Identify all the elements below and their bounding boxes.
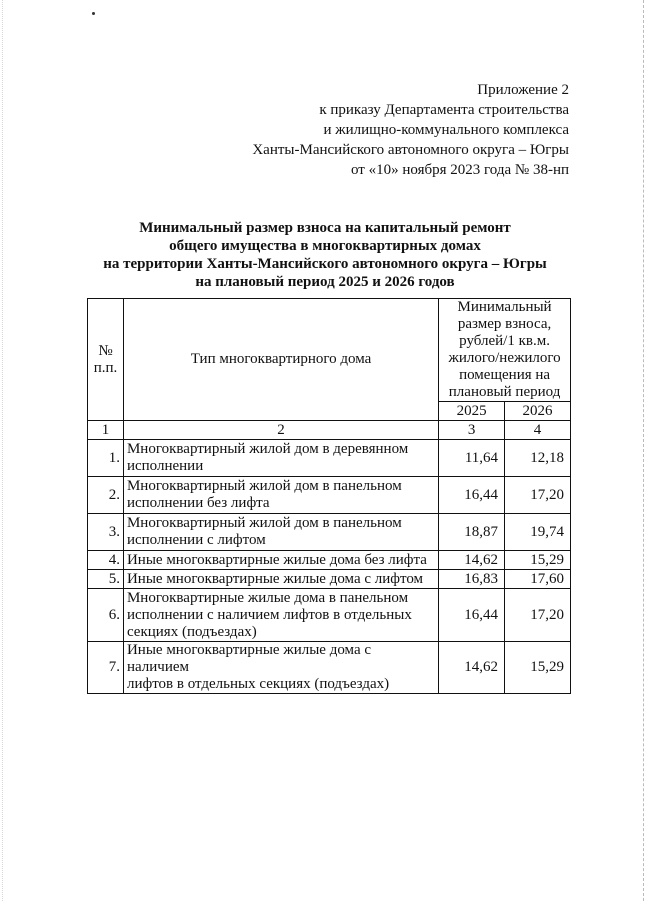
row-value-2026: 15,29 (505, 642, 571, 694)
row-type-line: Многоквартирный жилой дом в панельном (126, 515, 402, 531)
header-value-line: Минимальный (457, 299, 552, 315)
index-cell: 4 (505, 421, 571, 440)
table-row (88, 642, 571, 694)
table-row (88, 551, 571, 570)
header-num-abbr: п.п. (93, 359, 118, 376)
row-number: 7. (88, 642, 124, 694)
row-value-2025: 14,62 (439, 642, 505, 694)
row-type (123, 551, 438, 570)
table-row (88, 440, 571, 477)
header-line: от «10» ноября 2023 года № 38-нп (350, 162, 569, 178)
table-row (88, 570, 571, 589)
table-row (88, 514, 571, 551)
title-line: на плановый период 2025 и 2026 годов (195, 274, 455, 290)
row-type-line: исполнении с наличием лифтов в отдельных (126, 606, 412, 623)
row-value-2026: 19,74 (505, 514, 571, 551)
contribution-table (87, 298, 571, 694)
row-value-2025: 14,62 (439, 551, 505, 570)
title-line: на территории Ханты-Мансийского автономного округа – Югры (103, 256, 547, 272)
table-header-row (88, 299, 571, 402)
row-type (123, 477, 438, 514)
row-type-line: лифтов в отдельных секциях (подъездах) (126, 676, 390, 692)
row-value-2025: 16,44 (439, 589, 505, 642)
scan-speck (92, 12, 95, 15)
row-number: 6. (88, 589, 124, 642)
index-cell: 3 (439, 421, 505, 440)
row-value-2026: 17,60 (505, 570, 571, 589)
row-type-line: Иные многоквартирные жилые дома без лифта (126, 551, 427, 568)
table-row (88, 477, 571, 514)
appendix-header (252, 80, 569, 180)
header-year-2026: 2026 (505, 402, 571, 421)
row-number: 1. (88, 440, 124, 477)
scan-edge-left (2, 0, 4, 901)
row-value-2026: 17,20 (505, 589, 571, 642)
row-type-line: секциях (подъездах) (126, 623, 257, 640)
title-line: общего имущества в многоквартирных домах (169, 238, 481, 254)
document-title (0, 219, 650, 291)
row-type-line: исполнении без лифта (126, 495, 270, 511)
row-type-line: исполнении с лифтом (126, 532, 266, 548)
row-number: 3. (88, 514, 124, 551)
row-type (123, 440, 438, 477)
row-type-line: исполнении (126, 458, 204, 474)
row-type-line: Многоквартирный жилой дом в панельном (126, 478, 402, 494)
row-type-line: Иные многоквартирные жилые дома с лифтом (126, 570, 424, 587)
row-type (123, 642, 438, 694)
row-number: 2. (88, 477, 124, 514)
row-value-2026: 12,18 (505, 440, 571, 477)
header-value-line: рублей/1 кв.м. (459, 333, 550, 349)
row-value-2026: 17,20 (505, 477, 571, 514)
header-line: и жилищно-коммунального комплекса (323, 122, 569, 138)
row-type (123, 589, 438, 642)
header-num-cell (88, 299, 124, 421)
header-year-2025: 2025 (439, 402, 505, 421)
row-value-2025: 16,44 (439, 477, 505, 514)
header-value-line: помещения на (459, 367, 551, 383)
table-row (88, 589, 571, 642)
row-value-2025: 16,83 (439, 570, 505, 589)
header-type-cell: Тип многоквартирного дома (123, 299, 438, 421)
scan-edge-right (642, 0, 644, 901)
row-number: 5. (88, 570, 124, 589)
header-value-cell (439, 299, 571, 402)
row-type (123, 570, 438, 589)
index-cell: 2 (123, 421, 438, 440)
header-value-line: жилого/нежилого (448, 350, 561, 366)
header-value-line: размер взноса, (457, 316, 552, 332)
row-type-line: Многоквартирный жилой дом в деревянном (126, 441, 409, 457)
header-value-line: плановый период (448, 384, 561, 400)
header-num-symbol: № (98, 342, 113, 359)
row-value-2026: 15,29 (505, 551, 571, 570)
row-number: 4. (88, 551, 124, 570)
header-line: к приказу Департамента строительства (319, 102, 569, 118)
row-value-2025: 18,87 (439, 514, 505, 551)
row-type-line: Иные многоквартирные жилые дома с наличием (126, 642, 372, 675)
row-value-2025: 11,64 (439, 440, 505, 477)
row-type (123, 514, 438, 551)
header-line: Ханты-Мансийского автономного округа – Югры (252, 142, 569, 158)
row-type-line: Многоквартирные жилые дома в панельном (126, 589, 409, 606)
title-line: Минимальный размер взноса на капитальный ремонт (139, 220, 511, 236)
header-line: Приложение 2 (477, 82, 569, 98)
table-index-row (88, 421, 571, 440)
index-cell: 1 (88, 421, 124, 440)
